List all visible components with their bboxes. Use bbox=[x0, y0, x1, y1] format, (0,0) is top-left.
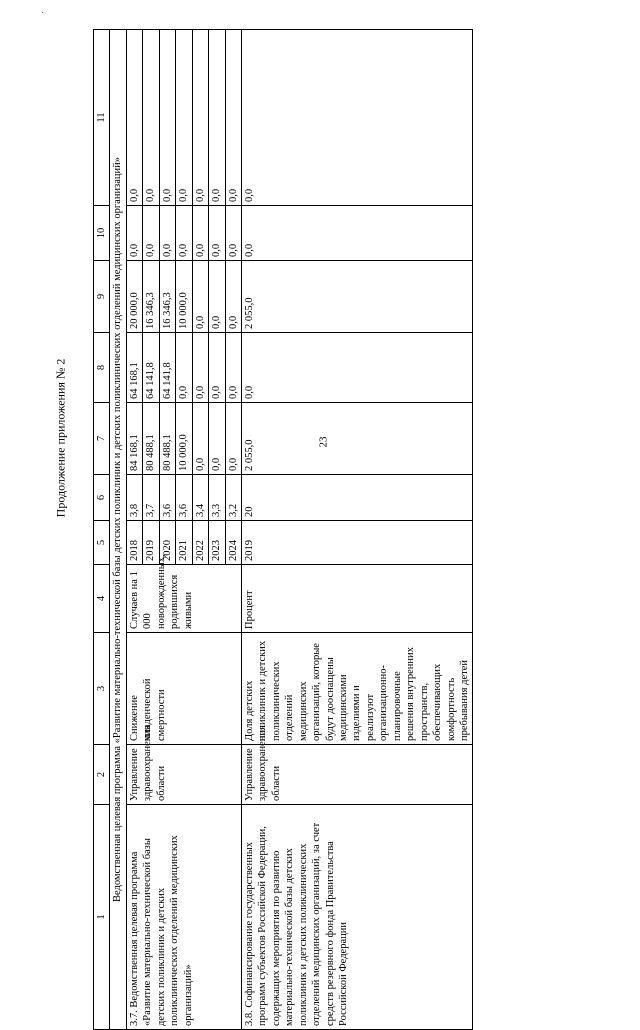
col7-cell: 80 488,1 bbox=[143, 403, 159, 475]
table-row bbox=[126, 30, 142, 1030]
col7-cell: 10 000,0 bbox=[176, 403, 192, 475]
col11-cell: 0,0 bbox=[209, 30, 225, 206]
col7-cell: 0,0 bbox=[225, 403, 241, 475]
year-cell: 2023 bbox=[209, 521, 225, 565]
col-4-header: 4 bbox=[94, 565, 110, 633]
row1-unit: Случаев на 1 000 новорожденных, родившихся живыми bbox=[126, 565, 241, 633]
col10-cell: 0,0 bbox=[192, 206, 208, 261]
col9-cell: 20 000,0 bbox=[126, 261, 142, 333]
year-cell: 2024 bbox=[225, 521, 241, 565]
col7-cell: 2 055,0 bbox=[241, 403, 472, 475]
col10-cell: 0,0 bbox=[225, 206, 241, 261]
col8-cell: 0,0 bbox=[225, 333, 241, 403]
col9-cell: 2 055,0 bbox=[241, 261, 472, 333]
page-number: 23 bbox=[317, 436, 330, 448]
col-7-header: 7 bbox=[94, 403, 110, 475]
col8-cell: 64 141,8 bbox=[143, 333, 159, 403]
value-cell: 3,8 bbox=[126, 475, 142, 521]
value-cell: 3,4 bbox=[192, 475, 208, 521]
year-cell: 2019 bbox=[241, 521, 472, 565]
col7-cell: 84 168,1 bbox=[126, 403, 142, 475]
appendix-table bbox=[93, 29, 473, 1030]
row2-indicator: Доля детских поликлиник и детских поликлинических отделений медицинских организаций, которые будут дооснащены медицинскими изделиями и реализуют организационно-планировочные решения внутренних пространств, обеспечивающих комфортность пребывания детей bbox=[241, 633, 472, 745]
row1-name: 3.7. Ведомственная целевая программа «Развитие материально-технической базы детских поликлиник и детских поликлинических отделений медицинских организаций» bbox=[126, 805, 241, 1030]
table-row bbox=[241, 30, 472, 1030]
year-cell: 2021 bbox=[176, 521, 192, 565]
col11-cell: 0,0 bbox=[159, 30, 175, 206]
col-6-header: 6 bbox=[94, 475, 110, 521]
col11-cell: 0,0 bbox=[241, 30, 472, 206]
col7-cell: 80 488,1 bbox=[159, 403, 175, 475]
row2-executor: Управление здравоохранения области bbox=[241, 745, 472, 805]
col8-cell: 0,0 bbox=[176, 333, 192, 403]
value-cell: 3,6 bbox=[159, 475, 175, 521]
year-cell: 2022 bbox=[192, 521, 208, 565]
value-cell: 3,2 bbox=[225, 475, 241, 521]
col9-cell: 10 000,0 bbox=[176, 261, 192, 333]
col-10-header: 10 bbox=[94, 206, 110, 261]
col10-cell: 0,0 bbox=[143, 206, 159, 261]
rotated-table-wrapper bbox=[93, 30, 623, 1030]
col7-cell: 0,0 bbox=[192, 403, 208, 475]
col11-cell: 0,0 bbox=[225, 30, 241, 206]
col10-cell: 0,0 bbox=[209, 206, 225, 261]
col-11-header: 11 bbox=[94, 30, 110, 206]
year-cell: 2019 bbox=[143, 521, 159, 565]
year-cell: 2020 bbox=[159, 521, 175, 565]
col9-cell: 16 346,3 bbox=[159, 261, 175, 333]
col7-cell: 0,0 bbox=[209, 403, 225, 475]
col-8-header: 8 bbox=[94, 333, 110, 403]
section-title-row bbox=[110, 30, 126, 1030]
value-cell: 3,7 bbox=[143, 475, 159, 521]
col11-cell: 0,0 bbox=[143, 30, 159, 206]
section-title: Ведомственная целевая программа «Развитие материально-технической базы детских поликлиник и детских поликлинических отделений медицинских организаций» bbox=[110, 30, 126, 1030]
col-1-header: 1 bbox=[94, 805, 110, 1030]
col10-cell: 0,0 bbox=[241, 206, 472, 261]
col9-cell: 16 346,3 bbox=[143, 261, 159, 333]
col-3-header: 3 bbox=[94, 633, 110, 745]
row1-executor: Управление здравоохранения области bbox=[126, 745, 241, 805]
col8-cell: 64 168,1 bbox=[126, 333, 142, 403]
col9-cell: 0,0 bbox=[192, 261, 208, 333]
corner-mark: · bbox=[41, 8, 45, 19]
col8-cell: 64 141,8 bbox=[159, 333, 175, 403]
col9-cell: 0,0 bbox=[225, 261, 241, 333]
col10-cell: 0,0 bbox=[176, 206, 192, 261]
col8-cell: 0,0 bbox=[192, 333, 208, 403]
row2-unit: Процент bbox=[241, 565, 472, 633]
row1-indicator: Снижение младенческой смертности bbox=[126, 633, 241, 745]
value-cell: 3,6 bbox=[176, 475, 192, 521]
col10-cell: 0,0 bbox=[159, 206, 175, 261]
col-9-header: 9 bbox=[94, 261, 110, 333]
value-cell: 3,3 bbox=[209, 475, 225, 521]
row2-name: 3.8. Софинансирование государственных программ субъектов Российской Федерации, содержащих мероприятия по развитию материально-технической базы детских поликлиник и детских поликлинических отделений медицинских организаций, за счет средств резервного фонда Правительства Российской Федерации bbox=[241, 805, 472, 1030]
column-number-row bbox=[94, 30, 110, 1030]
continuation-title: Продолжение приложения № 2 bbox=[53, 358, 68, 518]
col8-cell: 0,0 bbox=[241, 333, 472, 403]
col11-cell: 0,0 bbox=[192, 30, 208, 206]
col11-cell: 0,0 bbox=[126, 30, 142, 206]
col10-cell: 0,0 bbox=[126, 206, 142, 261]
value-cell: 20 bbox=[241, 475, 472, 521]
col11-cell: 0,0 bbox=[176, 30, 192, 206]
col9-cell: 0,0 bbox=[209, 261, 225, 333]
col8-cell: 0,0 bbox=[209, 333, 225, 403]
col-2-header: 2 bbox=[94, 745, 110, 805]
year-cell: 2018 bbox=[126, 521, 142, 565]
col-5-header: 5 bbox=[94, 521, 110, 565]
